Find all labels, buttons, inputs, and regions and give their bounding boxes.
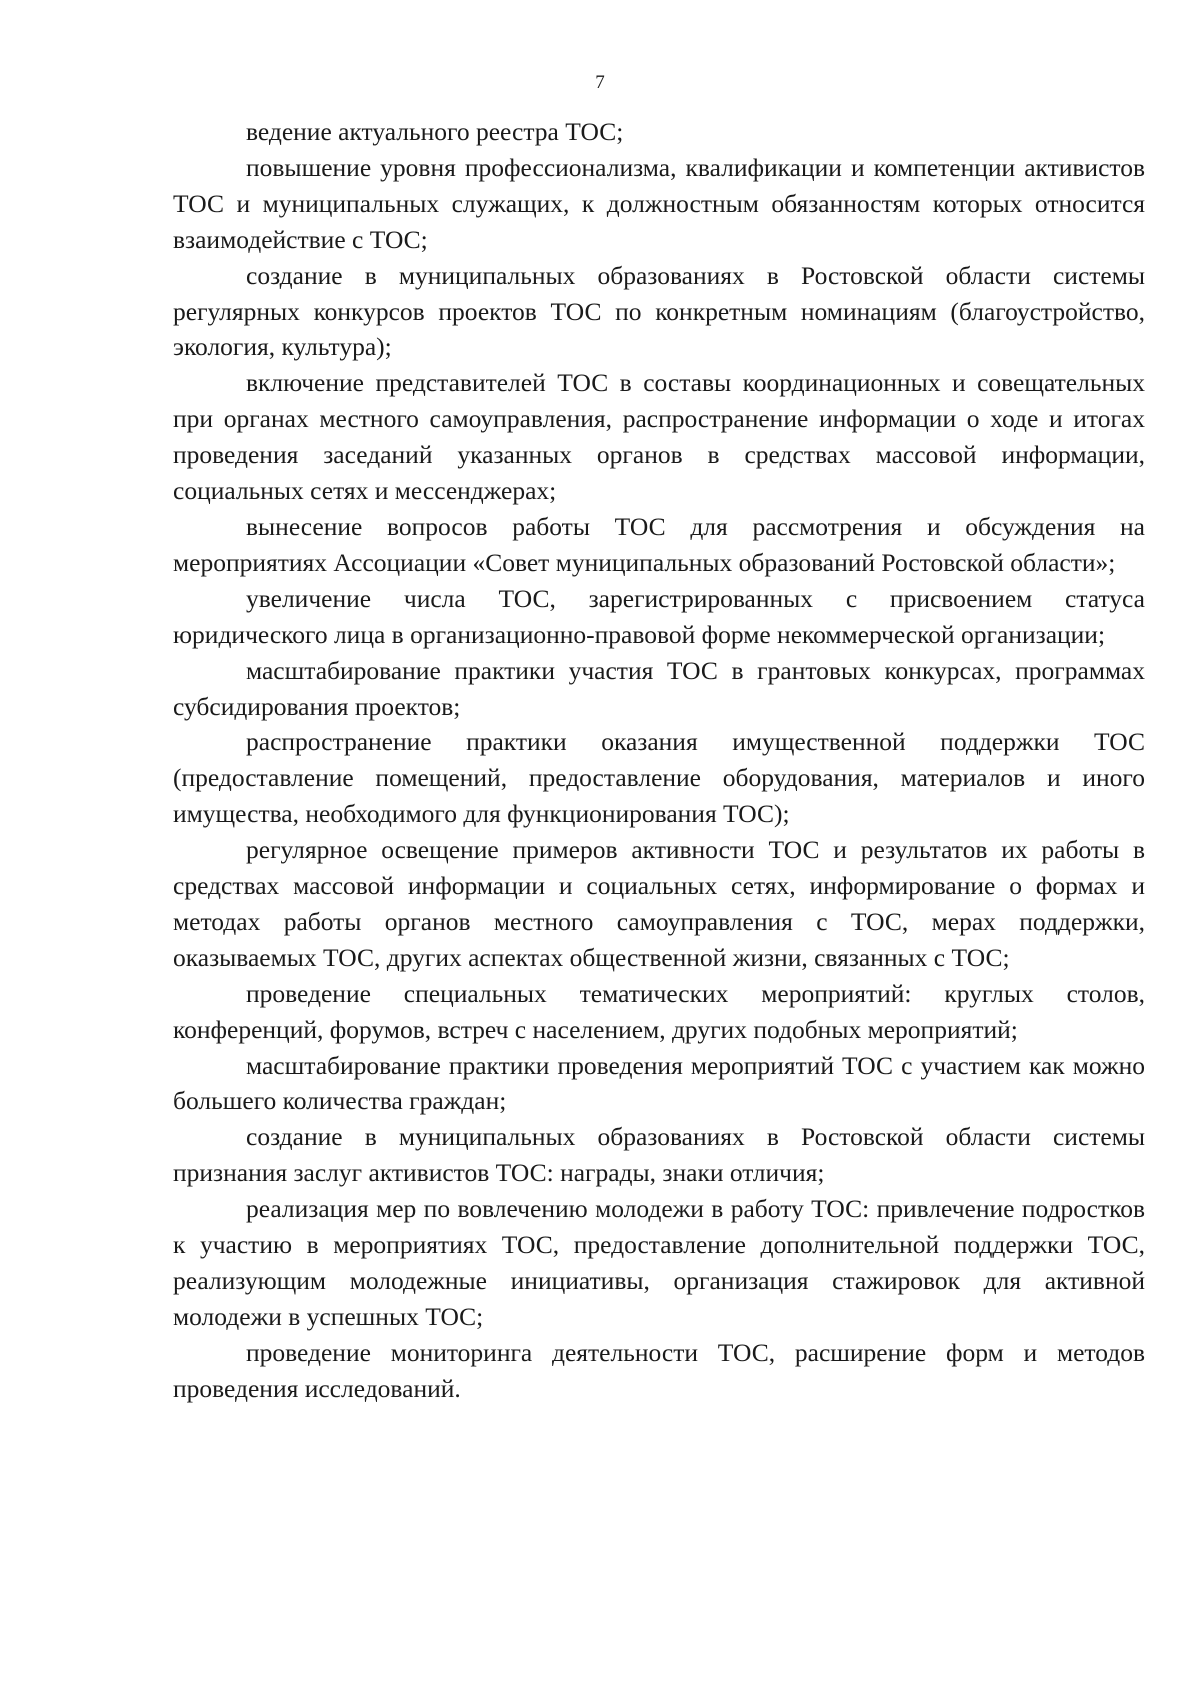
paragraph-contest-system: создание в муниципальных образованиях в Ростовской области системы регулярных конкурсов проектов ТОС по конкретным номинациям (благоустройство, экология, культура); bbox=[173, 260, 1145, 362]
paragraph-registry: ведение актуального реестра ТОС; bbox=[246, 117, 624, 146]
paragraph-thematic-events: проведение специальных тематических мероприятий: круглых столов, конференций, форумов, встреч с населением, других подобных мероприятий; bbox=[173, 978, 1145, 1044]
paragraph-recognition-system: создание в муниципальных образованиях в Ростовской области системы признания заслуг активистов ТОС: награды, знаки отличия; bbox=[173, 1122, 1145, 1188]
paragraph-monitoring: проведение мониторинга деятельности ТОС, расширение форм и методов проведения исследований. bbox=[173, 1337, 1145, 1403]
paragraph-legal-entity: увеличение числа ТОС, зарегистрированных с присвоением статуса юридического лица в организационно-правовой форме некоммерческой организации; bbox=[173, 583, 1145, 649]
paragraph-youth-involvement: реализация мер по вовлечению молодежи в работу ТОС: привлечение подростков к участию в мероприятиях ТОС, предоставление дополнительной поддержки ТОС, реализующим молодежные инициативы, организация стажировок для активной молодежи в успешных ТОС; bbox=[173, 1194, 1145, 1331]
paragraph-media-coverage: регулярное освещение примеров активности ТОС и результатов их работы в средствах массовой информации и социальных сетях, информирование о формах и методах работы органов местного самоуправления с ТОС, мерах поддержки, оказываемых ТОС, других аспектах общественной жизни, связанных с ТОС; bbox=[173, 835, 1145, 972]
paragraph-association-issues: вынесение вопросов работы ТОС для рассмотрения и обсуждения на мероприятиях Ассоциации «Совет муниципальных образований Ростовской области»; bbox=[173, 511, 1145, 577]
document-body bbox=[173, 114, 1145, 1407]
paragraph-representatives: включение представителей ТОС в составы координационных и совещательных при органах местного самоуправления, распространение информации о ходе и итогах проведения заседаний указанных органов в средствах массовой информации, социальных сетях и мессенджерах; bbox=[173, 368, 1145, 506]
paragraph-citizen-participation: масштабирование практики проведения мероприятий ТОС с участием как можно большего количества граждан; bbox=[173, 1050, 1145, 1116]
paragraph-grant-contests: масштабирование практики участия ТОС в грантовых конкурсах, программах субсидирования проектов; bbox=[173, 655, 1145, 721]
paragraph-property-support: распространение практики оказания имущественной поддержки ТОС (предоставление помещений, предоставление оборудования, материалов и иного имущества, необходимого для функционирования ТОС); bbox=[173, 727, 1145, 829]
page-number: 7 bbox=[595, 72, 605, 93]
paragraph-professionalism: повышение уровня профессионализма, квалификации и компетенции активистов ТОС и муниципальных служащих, к должностным обязанностям которых относится взаимодействие с ТОС; bbox=[173, 152, 1145, 254]
